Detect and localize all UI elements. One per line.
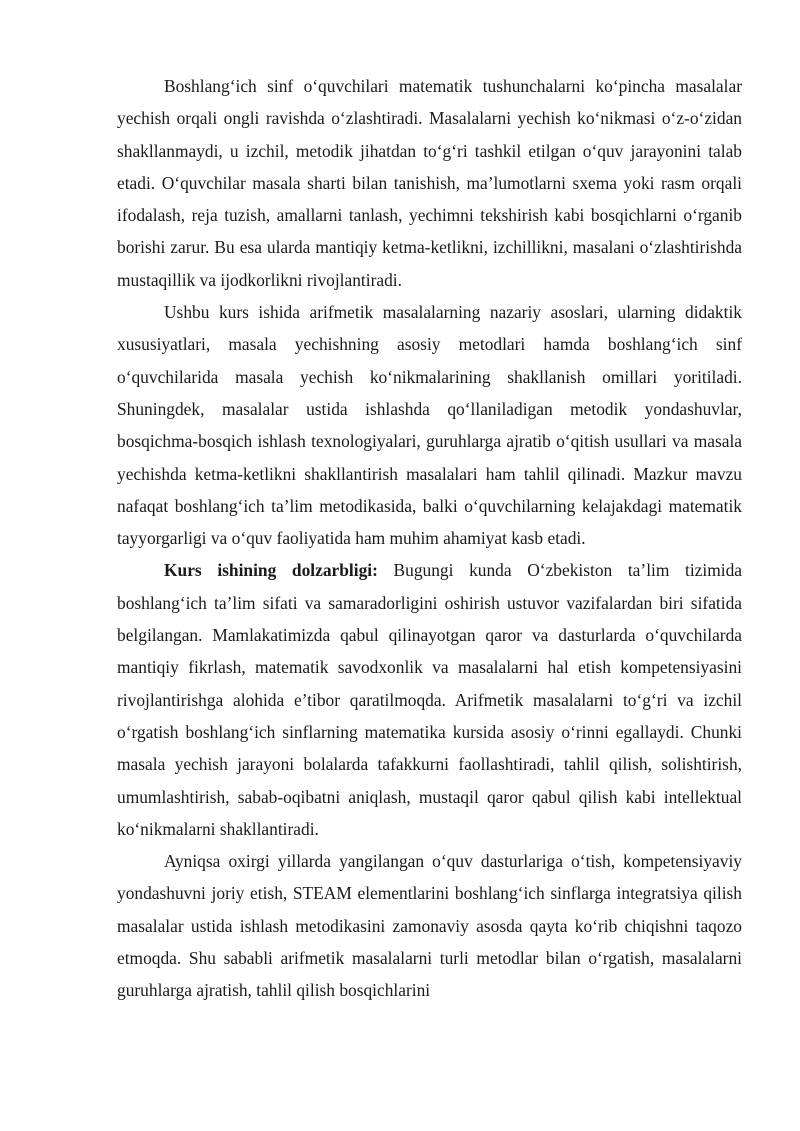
relevance-heading: Kurs ishining dolzarbligi: [164,560,378,581]
paragraph-recent-years [117,845,742,1006]
paragraph-course-overview [117,296,742,554]
paragraph-intro [117,70,742,296]
document-page [117,70,742,1007]
paragraph-text: Bugungi kunda O‘zbekiston ta’lim tizimida boshlang‘ich ta’lim sifati va samaradorligini oshirish ustuvor vazifalardan biri sifatida belgilangan. Mamlakatimizda qabul qilinayotgan qaror va dasturlarda o‘quvchilarda mantiqiy fikrlash, matematik savodxonlik va masalalarni hal etish kompetensiyasini rivojlantirishga alohida e’tibor qaratilmoqda. Arifmetik masalalarni to‘g‘ri va izchil o‘rgatish boshlang‘ich sinflarning matematika kursida asosiy o‘rinni egallaydi. Chunki masala yechish jarayoni bolalarda tafakkurni faollashtiradi, tahlil qilish, solishtirish, umumlashtirish, sabab-oqibatni aniqlash, mustaqil qaror qabul qilish kabi intellektual ko‘nikmalarni shakllantiradi. [117,560,743,839]
paragraph-text: Ushbu kurs ishida arifmetik masalalarning nazariy asoslari, ularning didaktik xususiyatlari, masala yechishning asosiy metodlari hamda boshlang‘ich sinf o‘quvchilarida masala yechish ko‘nikmalarining shakllanish omillari yoritiladi. Shuningdek, masalalar ustida ishlashda qo‘llaniladigan metodik yondashuvlar, bosqichma-bosqich ishlash texnologiyalari, guruhlarga ajratib o‘qitish usullari va masala yechishda ketma-ketlikni shakllantirish masalalari ham tahlil qilinadi. Mazkur mavzu nafaqat boshlang‘ich ta’lim metodikasida, balki o‘quvchilarning kelajakdagi matematik tayyorgarligi va o‘quv faoliyatida ham muhim ahamiyat kasb etadi. [117,302,742,549]
paragraph-text: Ayniqsa oxirgi yillarda yangilangan o‘quv dasturlariga o‘tish, kompetensiyaviy yondashuvni joriy etish, STEAM elementlarini boshlang‘ich sinflarga integratsiya qilish masalalar ustida ishlash metodikasini zamonaviy asosda qayta ko‘rib chiqishni taqozo etmoqda. Shu sababli arifmetik masalalarni turli metodlar bilan o‘rgatish, masalalarni guruhlarga ajratish, tahlil qilish bosqichlarini [117,851,742,1001]
paragraph-relevance [117,554,742,845]
paragraph-text: Boshlang‘ich sinf o‘quvchilari matematik tushunchalarni ko‘pincha masalalar yechish orqali ongli ravishda o‘zlashtiradi. Masalalarni yechish ko‘nikmasi o‘z-o‘zidan shakllanmaydi, u izchil, metodik jihatdan to‘g‘ri tashkil etilgan o‘quv jarayonini talab etadi. O‘quvchilar masala sharti bilan tanishish, ma’lumotlarni sxema yoki rasm orqali ifodalash, reja tuzish, amallarni tanlash, yechimni tekshirish kabi bosqichlarni o‘rganib borishi zarur. Bu esa ularda mantiqiy ketma-ketlikni, izchillikni, masalani o‘zlashtirishda mustaqillik va ijodkorlikni rivojlantiradi. [117,76,742,290]
